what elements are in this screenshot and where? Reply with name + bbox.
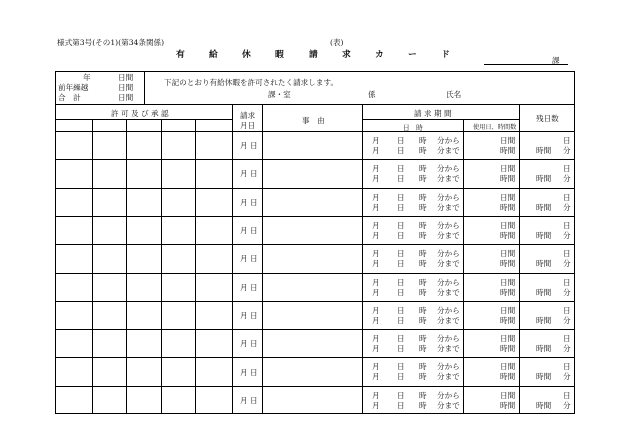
row-to-2[interactable]: 時 [419, 344, 427, 354]
row-to-1[interactable]: 日 [397, 315, 405, 325]
summary-unit: 日間 [118, 83, 134, 92]
title-char: 請 [309, 50, 318, 60]
row-remaining-days[interactable]: 日 [563, 164, 571, 174]
row-remaining-hours[interactable]: 時間 [536, 287, 552, 297]
approval-col-2 [126, 119, 127, 414]
title-char: 求 [342, 50, 351, 60]
row-month-day[interactable]: 月 日 [240, 197, 258, 207]
row-from-1[interactable]: 日 [397, 362, 405, 372]
row-used-hours[interactable]: 時間 [500, 315, 516, 325]
row-to-3[interactable]: 分まで [437, 287, 460, 297]
remaining-col-left [519, 104, 520, 414]
row-used-hours[interactable]: 時間 [500, 230, 516, 240]
row-remaining-days[interactable]: 日 [563, 136, 571, 145]
row-from-3[interactable]: 分から [437, 334, 460, 344]
row-to-1[interactable]: 日 [397, 230, 405, 240]
row-used-days[interactable]: 日間 [500, 249, 516, 259]
period-header-rule [362, 119, 519, 120]
row-to-3[interactable]: 分まで [437, 372, 460, 382]
row-from-1[interactable]: 日 [397, 390, 405, 400]
row-rule [55, 329, 575, 330]
row-used-days[interactable]: 日間 [500, 136, 516, 145]
row-from-3[interactable]: 分から [437, 362, 460, 372]
group-label: 係 [368, 90, 376, 99]
row-to-2[interactable]: 時 [419, 202, 427, 212]
row-to-0[interactable]: 月 [372, 372, 380, 382]
row-month-day[interactable]: 月 日 [240, 169, 258, 179]
title-char: ド [441, 50, 450, 60]
row-rule [55, 386, 575, 387]
row-used-hours[interactable]: 時間 [500, 344, 516, 354]
row-remaining-minutes[interactable]: 分 [563, 344, 571, 354]
title-char: ー [408, 50, 417, 60]
row-remaining-hours[interactable]: 時間 [536, 230, 552, 240]
summary-label: 年 [83, 73, 91, 82]
row-from-0[interactable]: 月 [372, 390, 380, 400]
row-to-1[interactable]: 日 [397, 287, 405, 297]
row-from-3[interactable]: 分から [437, 164, 460, 174]
form-number: 様式第3号(その1)(第34条関係) [57, 38, 165, 47]
row-from-1[interactable]: 日 [397, 164, 405, 174]
row-from-3[interactable]: 分から [437, 277, 460, 287]
row-remaining-days[interactable]: 日 [563, 334, 571, 344]
period-header: 請 求 期 間 [414, 109, 452, 118]
row-remaining-hours[interactable]: 時間 [536, 259, 552, 269]
row-to-1[interactable]: 日 [397, 372, 405, 382]
row-from-2[interactable]: 時 [419, 362, 427, 372]
summary-unit: 日間 [118, 73, 134, 82]
row-to-2[interactable]: 時 [419, 259, 427, 269]
request-date-header-2: 月日 [240, 121, 256, 130]
row-to-0[interactable]: 月 [372, 174, 380, 184]
row-remaining-days[interactable]: 日 [563, 249, 571, 259]
row-remaining-days[interactable]: 日 [563, 305, 571, 315]
summary-bottom-rule [55, 104, 575, 105]
title-char: 休 [242, 50, 251, 60]
row-remaining-days[interactable]: 日 [563, 277, 571, 287]
row-remaining-minutes[interactable]: 分 [563, 259, 571, 269]
row-from-3[interactable]: 分から [437, 390, 460, 400]
request-date-header-1: 請求 [240, 111, 256, 120]
summary-label: 前年繰越 [58, 83, 89, 92]
row-from-3[interactable]: 分から [437, 136, 460, 145]
row-to-1[interactable]: 日 [397, 202, 405, 212]
row-month-day[interactable]: 月 日 [240, 226, 258, 236]
row-from-3[interactable]: 分から [437, 192, 460, 202]
row-used-days[interactable]: 日間 [500, 334, 516, 344]
row-to-3[interactable]: 分まで [437, 400, 460, 410]
row-rule [55, 188, 575, 189]
request-notice: 下記のとおり有給休暇を許可されたく請求します。 [164, 78, 339, 87]
row-to-2[interactable]: 時 [419, 230, 427, 240]
row-remaining-minutes[interactable]: 分 [563, 202, 571, 212]
row-from-3[interactable]: 分から [437, 249, 460, 259]
reason-col-left [262, 104, 263, 414]
row-used-days[interactable]: 日間 [500, 305, 516, 315]
row-from-3[interactable]: 分から [437, 305, 460, 315]
row-month-day[interactable]: 月 日 [240, 339, 258, 349]
row-rule [55, 301, 575, 302]
row-used-hours[interactable]: 時間 [500, 174, 516, 184]
row-from-0[interactable]: 月 [372, 334, 380, 344]
row-to-0[interactable]: 月 [372, 344, 380, 354]
remaining-header: 残日数 [536, 114, 559, 123]
row-to-3[interactable]: 分まで [437, 202, 460, 212]
approval-header: 許 可 及 び 承 認 [111, 109, 169, 118]
row-from-2[interactable]: 時 [419, 334, 427, 344]
row-to-3[interactable]: 分まで [437, 174, 460, 184]
row-to-2[interactable]: 時 [419, 372, 427, 382]
approval-col-1 [92, 119, 93, 414]
row-month-day[interactable]: 月 日 [240, 254, 258, 264]
row-remaining-days[interactable]: 日 [563, 192, 571, 202]
row-remaining-days[interactable]: 日 [563, 220, 571, 230]
title-char: 給 [209, 50, 218, 60]
row-month-day[interactable]: 月 日 [240, 282, 258, 292]
row-rule [55, 273, 575, 274]
row-from-2[interactable]: 時 [419, 305, 427, 315]
row-used-days[interactable]: 日間 [500, 277, 516, 287]
name-label: 氏名 [446, 90, 462, 99]
row-remaining-minutes[interactable]: 分 [563, 174, 571, 184]
row-remaining-minutes[interactable]: 分 [563, 287, 571, 297]
row-to-3[interactable]: 分まで [437, 230, 460, 240]
row-to-0[interactable]: 月 [372, 315, 380, 325]
row-from-3[interactable]: 分から [437, 220, 460, 230]
row-from-0[interactable]: 月 [372, 192, 380, 202]
approval-col-4 [195, 119, 196, 414]
title-char: 有 [176, 50, 185, 60]
approval-col-3 [161, 119, 162, 414]
row-remaining-hours[interactable]: 時間 [536, 372, 552, 382]
row-from-2[interactable]: 時 [419, 192, 427, 202]
reason-header: 事 由 [302, 116, 325, 125]
datetime-header: 日 時 [403, 124, 423, 132]
row-month-day[interactable]: 月 日 [240, 141, 258, 151]
row-used-hours[interactable]: 時間 [500, 287, 516, 297]
row-to-1[interactable]: 日 [397, 259, 405, 269]
row-from-1[interactable]: 日 [397, 136, 405, 145]
row-used-hours[interactable]: 時間 [500, 202, 516, 212]
row-remaining-hours[interactable]: 時間 [536, 146, 552, 155]
row-rule [55, 357, 575, 358]
row-to-3[interactable]: 分まで [437, 259, 460, 269]
row-to-0[interactable]: 月 [372, 287, 380, 297]
period-col-left [362, 104, 363, 414]
request-date-col-left [232, 104, 233, 414]
row-from-2[interactable]: 時 [419, 164, 427, 174]
row-to-1[interactable]: 日 [397, 146, 405, 155]
row-month-day[interactable]: 月 日 [240, 310, 258, 320]
row-remaining-hours[interactable]: 時間 [536, 315, 552, 325]
row-to-3[interactable]: 分まで [437, 344, 460, 354]
dept-suffix: 課 [552, 56, 560, 65]
row-from-0[interactable]: 月 [372, 136, 380, 145]
row-from-1[interactable]: 日 [397, 192, 405, 202]
row-remaining-days[interactable]: 日 [563, 390, 571, 400]
row-remaining-hours[interactable]: 時間 [536, 344, 552, 354]
row-to-0[interactable]: 月 [372, 400, 380, 410]
row-used-hours[interactable]: 時間 [500, 400, 516, 410]
row-remaining-minutes[interactable]: 分 [563, 400, 571, 410]
row-remaining-hours[interactable]: 時間 [536, 400, 552, 410]
section-label: 課・室 [268, 90, 291, 99]
used-header: 使用日、時間数 [473, 124, 517, 131]
row-from-2[interactable]: 時 [419, 249, 427, 259]
row-rule [55, 216, 575, 217]
row-to-2[interactable]: 時 [419, 146, 427, 155]
row-to-0[interactable]: 月 [372, 259, 380, 269]
used-col-left [463, 119, 464, 414]
row-to-2[interactable]: 時 [419, 400, 427, 410]
row-to-3[interactable]: 分まで [437, 315, 460, 325]
row-remaining-minutes[interactable]: 分 [563, 230, 571, 240]
row-remaining-hours[interactable]: 時間 [536, 202, 552, 212]
row-remaining-minutes[interactable]: 分 [563, 146, 571, 155]
row-month-day[interactable]: 月 日 [240, 367, 258, 377]
row-used-days[interactable]: 日間 [500, 220, 516, 230]
row-to-2[interactable]: 時 [419, 315, 427, 325]
row-used-days[interactable]: 日間 [500, 390, 516, 400]
row-from-1[interactable]: 日 [397, 249, 405, 259]
side-label: (表) [330, 38, 344, 47]
summary-divider [144, 71, 145, 104]
summary-unit: 日間 [118, 93, 134, 102]
row-from-1[interactable]: 日 [397, 334, 405, 344]
row-to-0[interactable]: 月 [372, 146, 380, 155]
row-from-0[interactable]: 月 [372, 277, 380, 287]
row-used-hours[interactable]: 時間 [500, 259, 516, 269]
row-from-2[interactable]: 時 [419, 136, 427, 145]
row-to-1[interactable]: 日 [397, 174, 405, 184]
summary-label: 合 計 [58, 93, 81, 102]
row-used-hours[interactable]: 時間 [500, 372, 516, 382]
column-header-bottom-rule [55, 131, 575, 132]
row-from-0[interactable]: 月 [372, 220, 380, 230]
row-from-0[interactable]: 月 [372, 164, 380, 174]
row-from-2[interactable]: 時 [419, 277, 427, 287]
row-from-0[interactable]: 月 [372, 362, 380, 372]
row-rule [55, 159, 575, 160]
row-to-2[interactable]: 時 [419, 287, 427, 297]
row-remaining-days[interactable]: 日 [563, 362, 571, 372]
row-remaining-minutes[interactable]: 分 [563, 372, 571, 382]
row-from-0[interactable]: 月 [372, 249, 380, 259]
row-to-2[interactable]: 時 [419, 174, 427, 184]
row-used-days[interactable]: 日間 [500, 362, 516, 372]
row-to-1[interactable]: 日 [397, 400, 405, 410]
row-to-0[interactable]: 月 [372, 230, 380, 240]
row-to-0[interactable]: 月 [372, 202, 380, 212]
row-to-3[interactable]: 分まで [437, 146, 460, 155]
row-from-1[interactable]: 日 [397, 277, 405, 287]
row-to-1[interactable]: 日 [397, 344, 405, 354]
row-month-day[interactable]: 月 日 [240, 395, 258, 405]
row-from-0[interactable]: 月 [372, 305, 380, 315]
row-remaining-minutes[interactable]: 分 [563, 315, 571, 325]
row-from-2[interactable]: 時 [419, 220, 427, 230]
row-from-1[interactable]: 日 [397, 305, 405, 315]
row-used-hours[interactable]: 時間 [500, 146, 516, 155]
row-from-2[interactable]: 時 [419, 390, 427, 400]
row-remaining-hours[interactable]: 時間 [536, 174, 552, 184]
title-char: カ [375, 50, 384, 60]
row-used-days[interactable]: 日間 [500, 164, 516, 174]
row-used-days[interactable]: 日間 [500, 192, 516, 202]
row-from-1[interactable]: 日 [397, 220, 405, 230]
approval-header-rule [55, 119, 232, 120]
row-rule [55, 244, 575, 245]
title-char: 暇 [275, 50, 284, 60]
